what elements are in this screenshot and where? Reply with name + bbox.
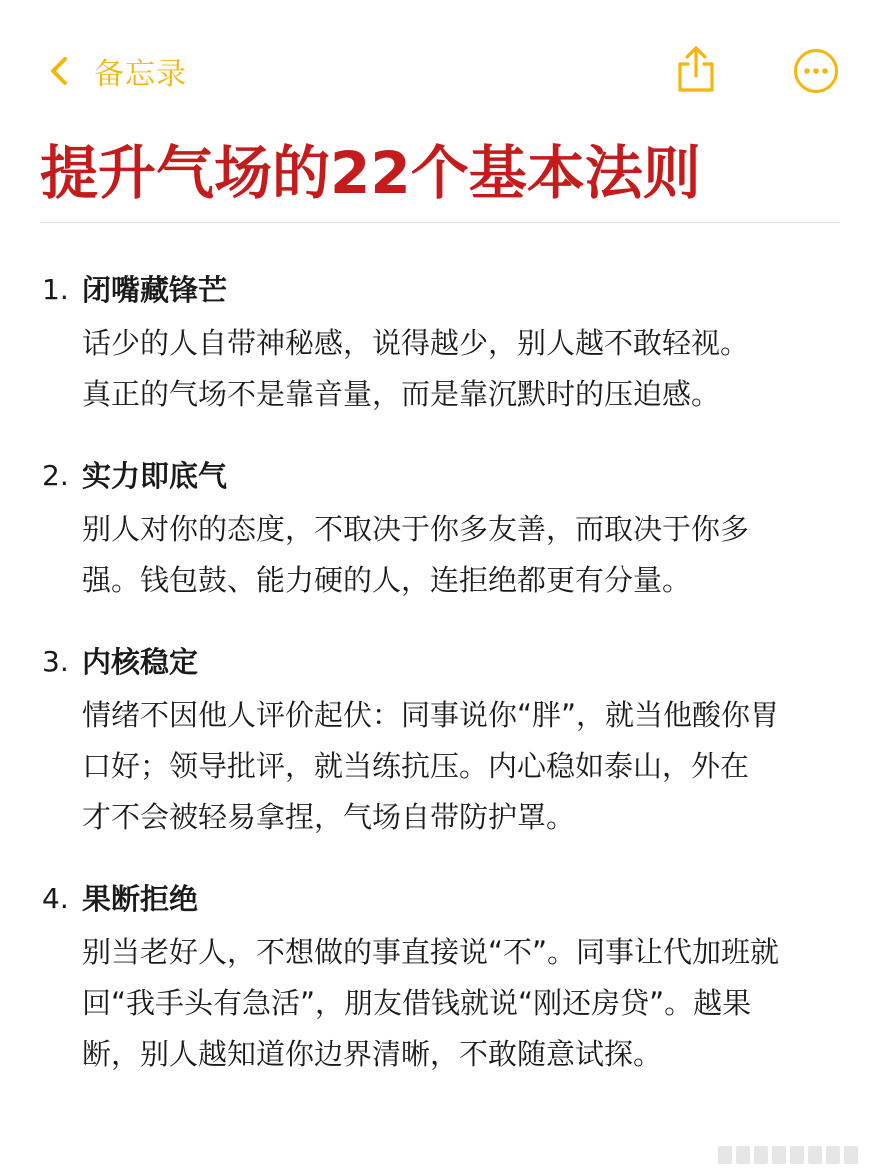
share-button[interactable] <box>674 44 718 94</box>
back-label: 备忘录 <box>94 57 187 92</box>
chevron-left-icon <box>48 48 82 94</box>
item-line: 断，别人越知道你边界清晰，不敢随意试探。 <box>82 1037 663 1071</box>
list-item <box>0 448 880 606</box>
note-title: 提升气场的22个基本法则 <box>40 139 701 207</box>
item-heading: 内核稳定 <box>82 645 199 679</box>
navigation-bar <box>0 0 880 130</box>
item-heading: 实力即底气 <box>82 459 228 493</box>
item-body <box>82 318 842 420</box>
item-number: 4. <box>42 882 69 915</box>
title-divider <box>40 222 840 223</box>
back-button[interactable] <box>48 48 187 94</box>
item-body <box>82 927 842 1080</box>
watermark-graphic <box>718 1144 868 1166</box>
share-icon <box>674 44 718 94</box>
item-line: 回“我手头有急活”，朋友借钱就说“刚还房贷”。越果 <box>82 986 752 1020</box>
item-body <box>82 690 842 843</box>
item-number: 3. <box>42 645 69 678</box>
item-line: 强。钱包鼓、能力硬的人，连拒绝都更有分量。 <box>82 563 692 597</box>
item-line: 别当老好人，不想做的事直接说“不”。同事让代加班就 <box>82 935 780 969</box>
item-number: 1. <box>42 273 69 306</box>
list-item <box>0 634 880 843</box>
item-line: 真正的气场不是靠音量，而是靠沉默时的压迫感。 <box>82 377 721 411</box>
list-item <box>0 871 880 1080</box>
item-number: 2. <box>42 459 69 492</box>
item-heading: 闭嘴藏锋芒 <box>82 273 228 307</box>
more-options-button[interactable] <box>793 48 839 94</box>
item-line: 情绪不因他人评价起伏：同事说你“胖”，就当他酸你胃 <box>82 698 780 732</box>
item-line: 话少的人自带神秘感，说得越少，别人越不敢轻视。 <box>82 326 750 360</box>
ellipsis-circle-icon <box>793 48 839 94</box>
item-line: 才不会被轻易拿捏，气场自带防护罩。 <box>82 800 576 834</box>
item-line: 别人对你的态度，不取决于你多友善，而取决于你多 <box>82 512 750 546</box>
note-body[interactable] <box>0 262 880 1108</box>
item-line: 口好；领导批评，就当练抗压。内心稳如泰山，外在 <box>82 749 750 783</box>
item-heading: 果断拒绝 <box>82 882 199 916</box>
list-item <box>0 262 880 420</box>
item-body <box>82 504 842 606</box>
